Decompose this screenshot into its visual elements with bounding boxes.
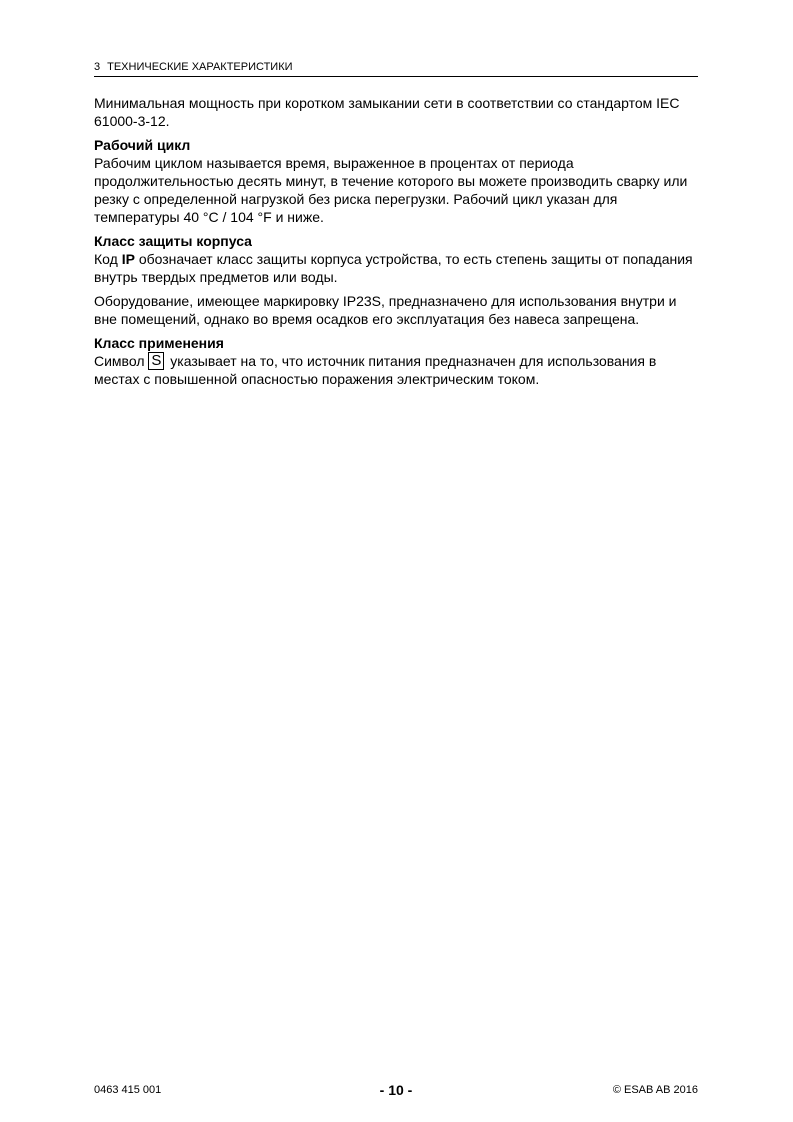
s-symbol-icon: S xyxy=(148,352,164,370)
application-class-heading: Класс применения xyxy=(94,335,224,351)
intro-paragraph: Минимальная мощность при коротком замыкании сети в соответствии со стандартом IEC 61000-3-12. xyxy=(94,95,680,129)
page-number: - 10 - xyxy=(379,1082,413,1098)
copyright: © ESAB AB 2016 xyxy=(612,1084,698,1096)
application-class-text xyxy=(94,352,700,388)
enclosure-text-suffix: обозначает класс защиты корпуса устройства, то есть степень защиты от попадания внутрь твердых предметов или воды. xyxy=(94,251,693,285)
page-footer xyxy=(94,1082,698,1106)
enclosure-class-text xyxy=(94,250,700,286)
enclosure-text-prefix: Код xyxy=(94,251,122,267)
ip-code: IP xyxy=(121,251,135,267)
enclosure-class-paragraph-2: Оборудование, имеющее маркировку IP23S, предназначено для использования внутри и вне помещений, однако во время осадков его эксплуатация без навеса запрещена. xyxy=(94,293,677,327)
document-number: 0463 415 001 xyxy=(94,1084,162,1096)
section-number: 3 xyxy=(94,61,101,73)
page-header xyxy=(94,60,698,77)
enclosure-class-heading: Класс защиты корпуса xyxy=(94,233,252,249)
application-text-suffix: указывает на то, что источник питания предназначен для использования в местах с повышенной опасностью поражения электрическим током. xyxy=(94,353,657,387)
duty-cycle-text: Рабочим циклом называется время, выраженное в процентах от периода продолжительностью десять минут, в течение которого вы можете производить сварку или резку с определенной нагрузкой без риска перегрузки. Рабочий цикл указан для температуры 40 °C / 104 °F и ниже. xyxy=(94,155,688,225)
duty-cycle-heading: Рабочий цикл xyxy=(94,137,191,153)
document-body xyxy=(94,94,700,394)
application-text-prefix: Символ xyxy=(94,353,149,369)
section-title: ТЕХНИЧЕСКИЕ ХАРАКТЕРИСТИКИ xyxy=(107,61,293,73)
